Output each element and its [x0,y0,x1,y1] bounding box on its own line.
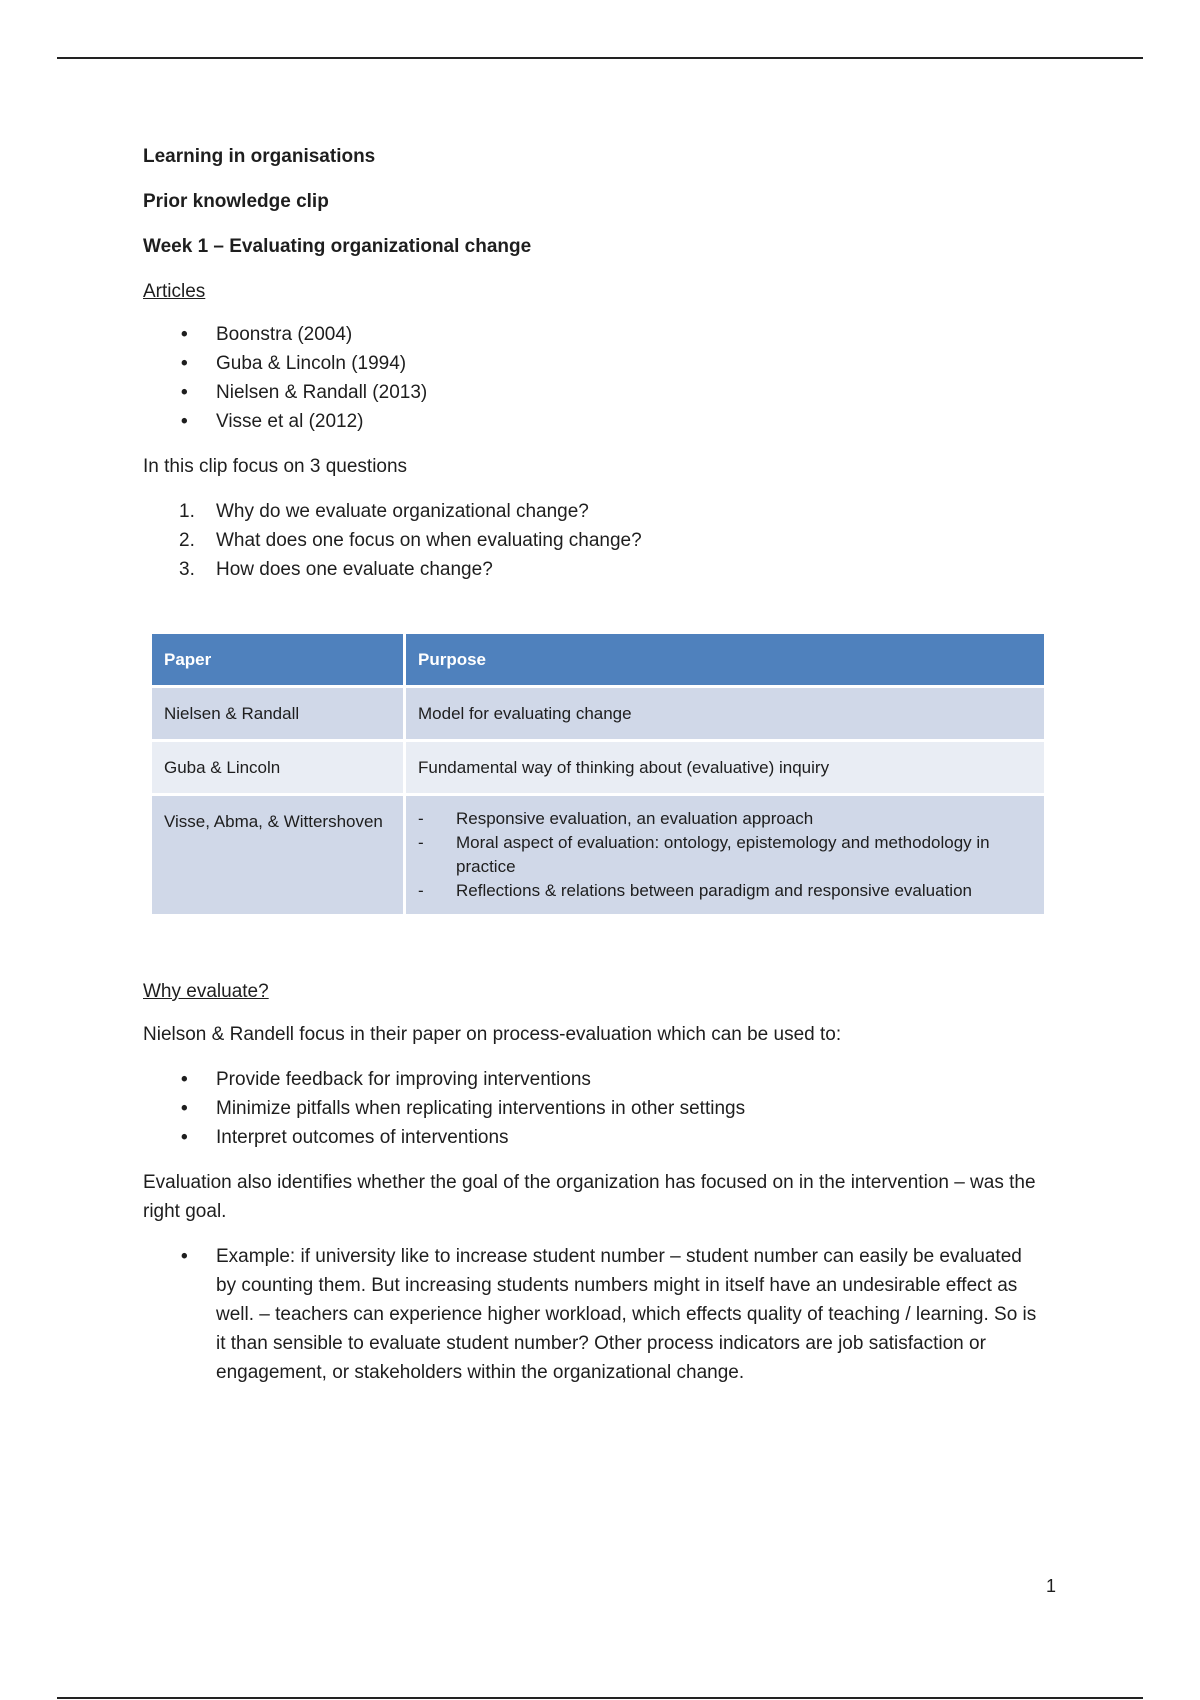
list-item: 1. Why do we evaluate organizational change? [179,501,589,522]
bullet-icon: • [181,1127,188,1148]
bullet-icon: • [181,1069,188,1090]
list-item: • Interpret outcomes of interventions [143,1123,1043,1152]
list-item: - Responsive evaluation, an evaluation approach [418,807,1032,831]
list-item: • Provide feedback for improving interventions [143,1065,1043,1094]
list-item: • Nielsen & Randall (2013) [143,378,1043,407]
list-item: • Guba & Lincoln (1994) [143,349,1043,378]
table-row [152,687,1046,741]
evaluation-paragraph: Evaluation also identifies whether the goal of the organization has focused on in the intervention – was the right goal. [143,1172,1036,1222]
purpose-list [418,807,1032,903]
column-header-purpose: Purpose [405,634,1046,687]
why-intro: Nielson & Randell focus in their paper on process-evaluation which can be used to: [143,1024,842,1045]
bullet-icon: • [181,382,188,403]
week-heading: Week 1 – Evaluating organizational change [143,236,532,257]
bullet-icon: • [181,353,188,374]
articles-heading: Articles [143,281,206,302]
table-cell-purpose [405,795,1046,916]
dash-icon: - [418,833,424,852]
footer-rule [57,1697,1143,1699]
why-heading: Why evaluate? [143,981,269,1002]
page-number: 1 [1046,1576,1057,1596]
column-header-paper: Paper [152,634,405,687]
example-list [143,1242,1043,1387]
list-item: - Moral aspect of evaluation: ontology, epistemology and methodology in practice [418,833,990,876]
why-points-list [143,1065,1043,1152]
list-item: • Visse et al (2012) [143,407,1043,436]
table-cell-paper: Visse, Abma, & Wittershoven [152,795,405,916]
table-cell-paper: Guba & Lincoln [152,741,405,795]
clip-intro: In this clip focus on 3 questions [143,456,408,477]
list-item: - Reflections & relations between paradigm and responsive evaluation [418,879,1032,903]
bullet-icon: • [181,1246,188,1267]
header-rule [57,57,1143,59]
list-item [143,1242,1043,1387]
dash-icon: - [418,881,424,900]
list-item: • Boonstra (2004) [143,320,1043,349]
list-item: 3. How does one evaluate change? [179,559,493,580]
document-subtitle: Prior knowledge clip [143,191,329,212]
list-item: • Minimize pitfalls when replicating interventions in other settings [143,1094,1043,1123]
table-row [152,795,1046,916]
table-cell-purpose: Fundamental way of thinking about (evaluative) inquiry [405,741,1046,795]
example-text: Example: if university like to increase student number – student number can easily be evaluated by counting them. But increasing students numbers might in itself have an undesirable effect as well. – teachers can experience higher workload, which effects quality of teaching / learning. So is it than sensible to evaluate student number? Other process indicators are job satisfaction or engagement, or stakeholders within the organizational change. [216,1246,1037,1383]
bullet-icon: • [181,411,188,432]
list-item: 2. What does one focus on when evaluating change? [179,530,642,551]
articles-list [143,320,1043,436]
bullet-icon: • [181,324,188,345]
table-row [152,741,1046,795]
table-cell-purpose: Model for evaluating change [405,687,1046,741]
papers-table-wrapper [152,634,1047,917]
questions-list [143,497,1043,584]
table-cell-paper: Nielsen & Randall [152,687,405,741]
bullet-icon: • [181,1098,188,1119]
document-title: Learning in organisations [143,146,376,167]
document-body [143,142,1043,1403]
dash-icon: - [418,809,424,828]
why-evaluate-section [143,977,1043,1387]
papers-table [152,634,1047,917]
table-header-row [152,634,1046,687]
